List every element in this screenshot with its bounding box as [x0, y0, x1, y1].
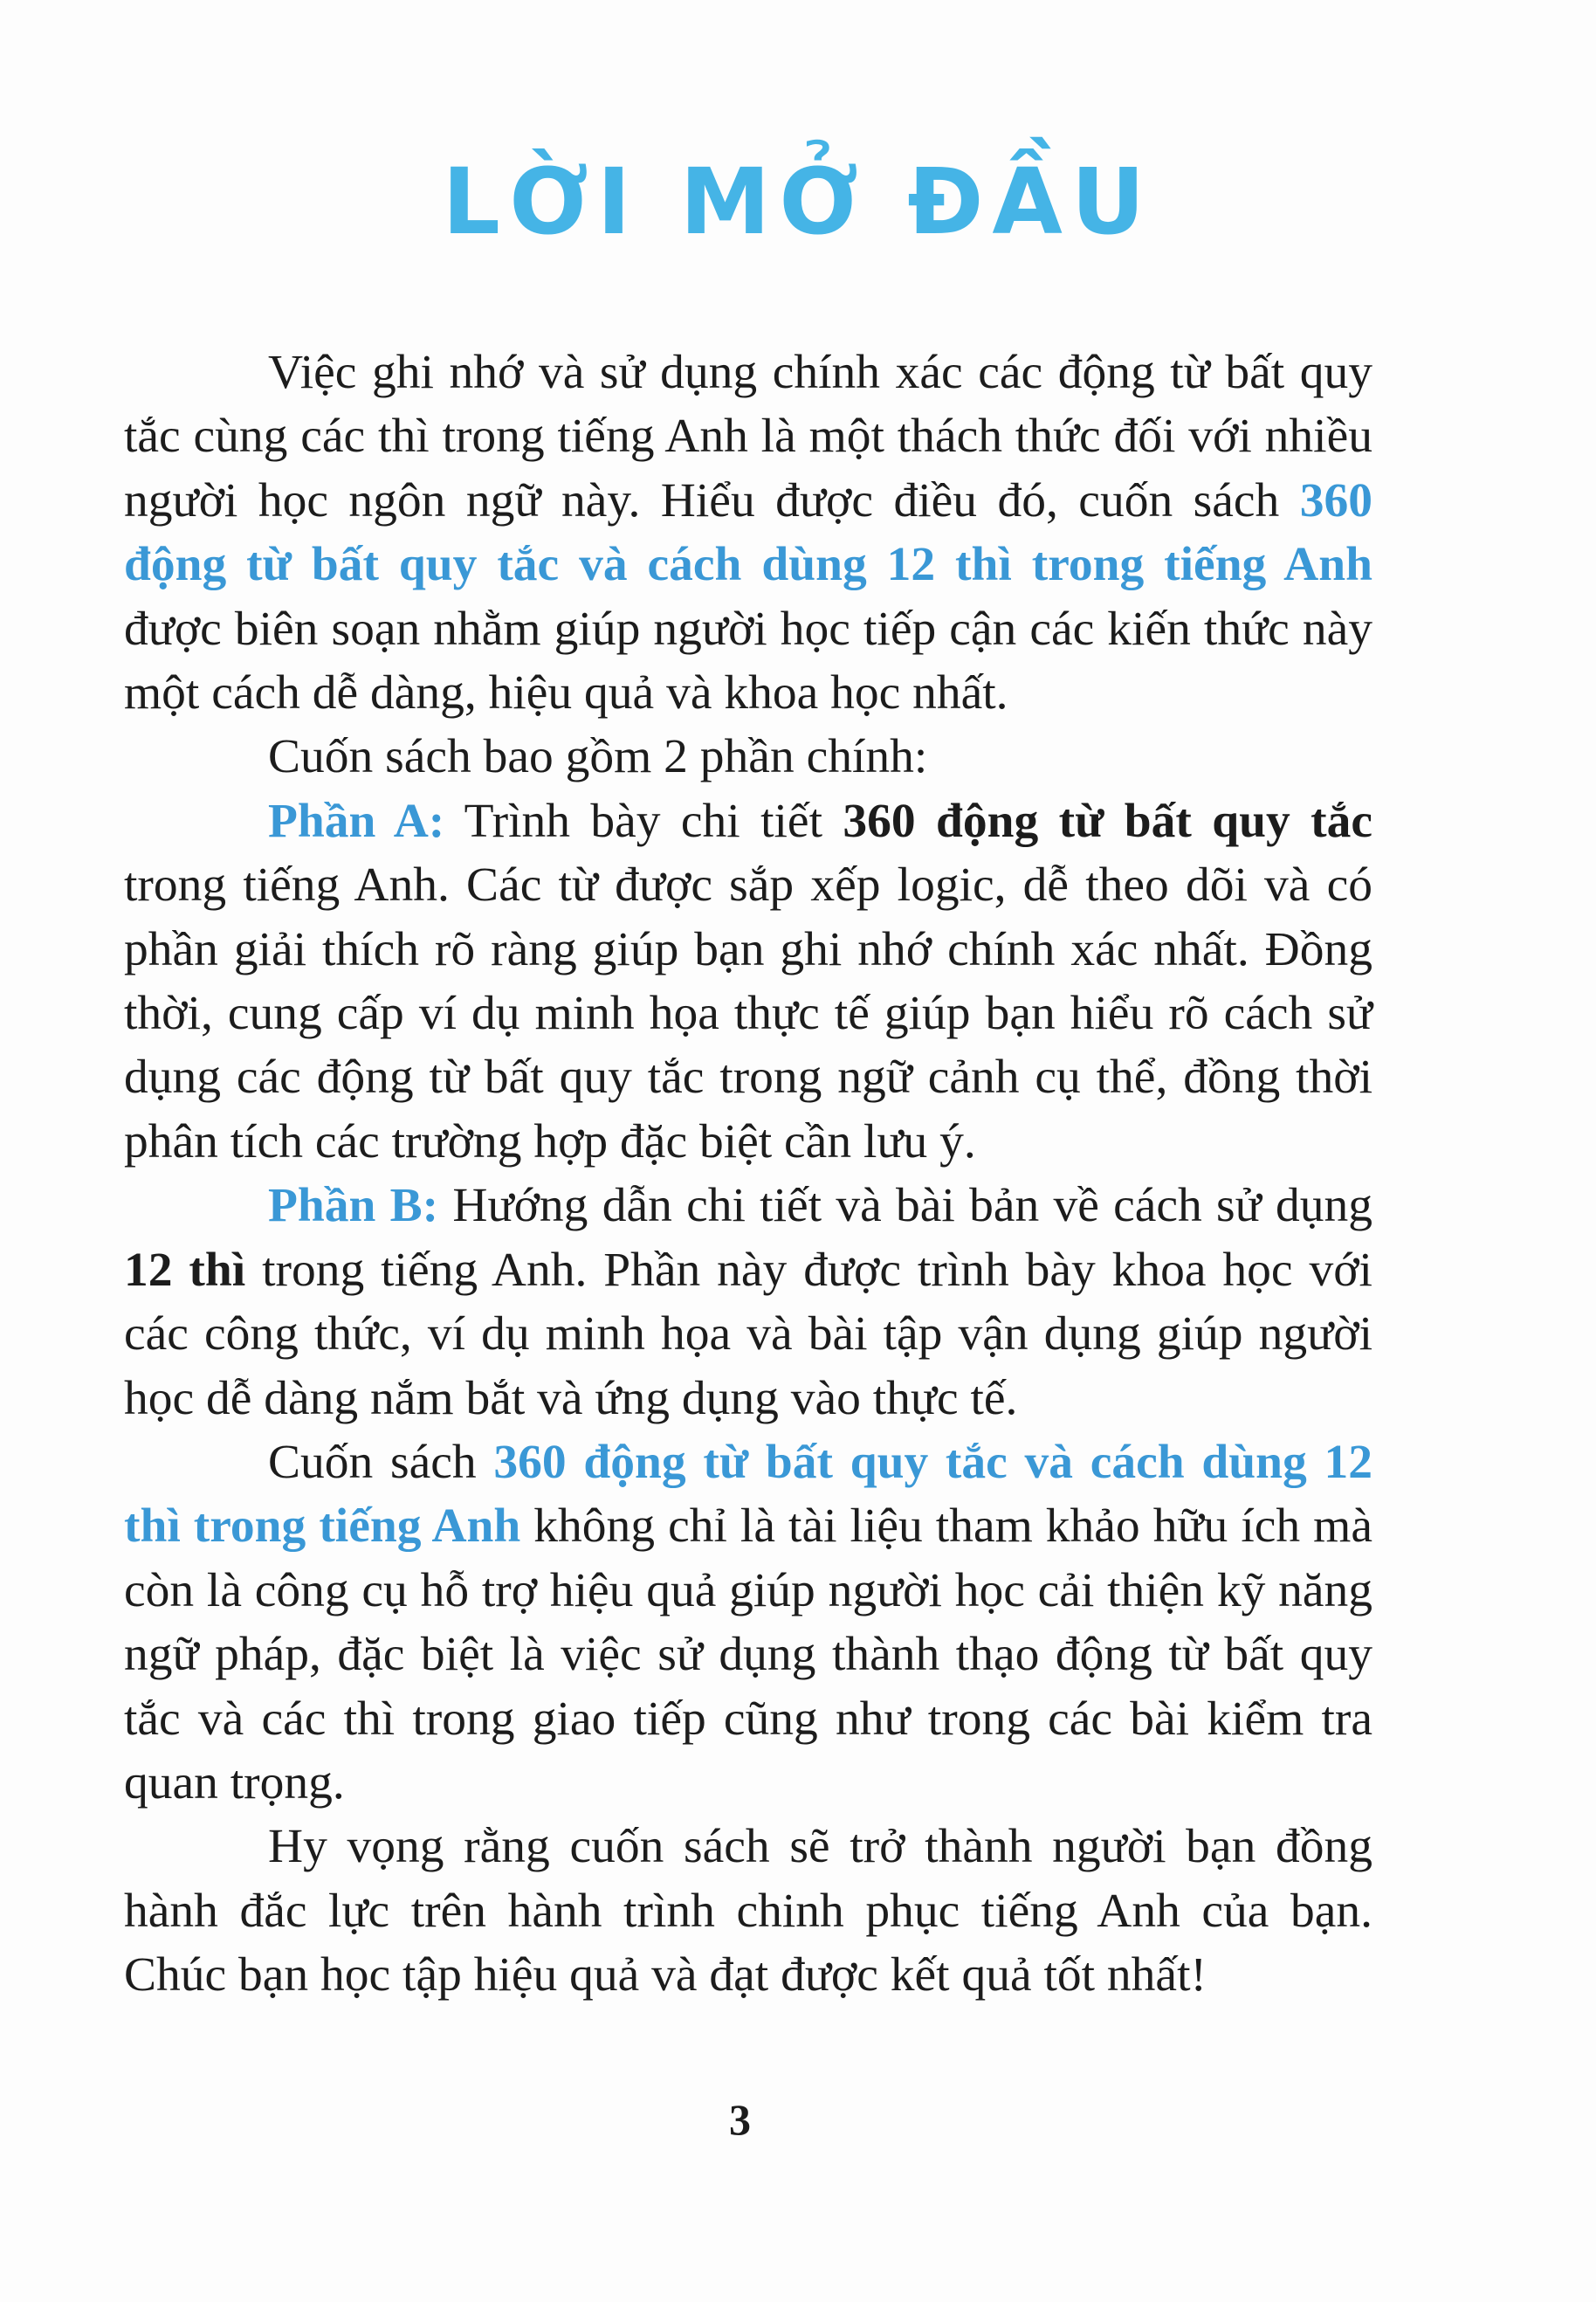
- part-b-rest: trong tiếng Anh. Phần này được trình bày khoa học với các công thức, ví dụ minh họa và bài tập vận dụng giúp người học dễ dàng nắm bắt và ứng dụng vào thực tế.: [124, 1243, 1372, 1425]
- part-a-lead: Trình bày chi tiết: [444, 794, 843, 848]
- paragraph-intro: [124, 341, 1372, 725]
- paragraph-part-a: [124, 789, 1372, 1174]
- preface-body: [124, 341, 1372, 2008]
- paragraph-value: [124, 1430, 1372, 1815]
- paragraph-part-b: [124, 1174, 1372, 1430]
- part-b-bold: 12 thì: [124, 1243, 246, 1297]
- book-title-highlight: 360 động từ bất quy tắc và cách dùng 12 thì trong tiếng Anh: [124, 473, 1372, 592]
- paragraph-value-lead: Cuốn sách: [268, 1435, 494, 1489]
- part-b-lead: Hướng dẫn chi tiết và bài bản về cách sử dụng: [438, 1179, 1372, 1233]
- part-a-label: Phần A:: [268, 794, 445, 848]
- page-number: 3: [729, 2095, 751, 2144]
- book-title-highlight-2: 360 động từ bất quy tắc và cách dùng 12 thì trong tiếng Anh: [124, 1435, 1372, 1554]
- page-title: LỜI MỞ ĐẦU: [442, 148, 1154, 255]
- paragraph-structure: Cuốn sách bao gồm 2 phần chính:: [268, 730, 928, 784]
- part-a-bold: 360 động từ bất quy tắc: [843, 794, 1373, 848]
- part-b-label: Phần B:: [268, 1179, 439, 1233]
- part-a-rest: trong tiếng Anh. Các từ được sắp xếp logic, dễ theo dõi và có phần giải thích rõ ràng giúp bạn ghi nhớ chính xác nhất. Đồng thời, cung cấp ví dụ minh họa thực tế giúp bạn hiểu rõ cách sử dụng các động từ bất quy tắc trong ngữ cảnh cụ thể, đồng thời phân tích các trường hợp đặc biệt cần lưu ý.: [124, 858, 1372, 1168]
- paragraph-value-rest: không chỉ là tài liệu tham khảo hữu ích mà còn là công cụ hỗ trợ hiệu quả giúp người học cải thiện kỹ năng ngữ pháp, đặc biệt là việc sử dụng thành thạo động từ bất quy tắc và các thì trong giao tiếp cũng như trong các bài kiểm tra quan trọng.: [124, 1499, 1372, 1809]
- paragraph-intro-rest: được biên soạn nhằm giúp người học tiếp cận các kiến thức này một cách dễ dàng, hiệu quả và khoa học nhất.: [124, 602, 1372, 720]
- paragraph-intro-lead: Việc ghi nhớ và sử dụng chính xác các động từ bất quy tắc cùng các thì trong tiếng Anh là một thách thức đối với nhiều người học ngôn ngữ này. Hiểu được điều đó, cuốn sách: [124, 346, 1372, 527]
- paragraph-closing: Hy vọng rằng cuốn sách sẽ trở thành người bạn đồng hành đắc lực trên hành trình chinh phục tiếng Anh của bạn. Chúc bạn học tập hiệu quả và đạt được kết quả tốt nhất!: [124, 1820, 1372, 2002]
